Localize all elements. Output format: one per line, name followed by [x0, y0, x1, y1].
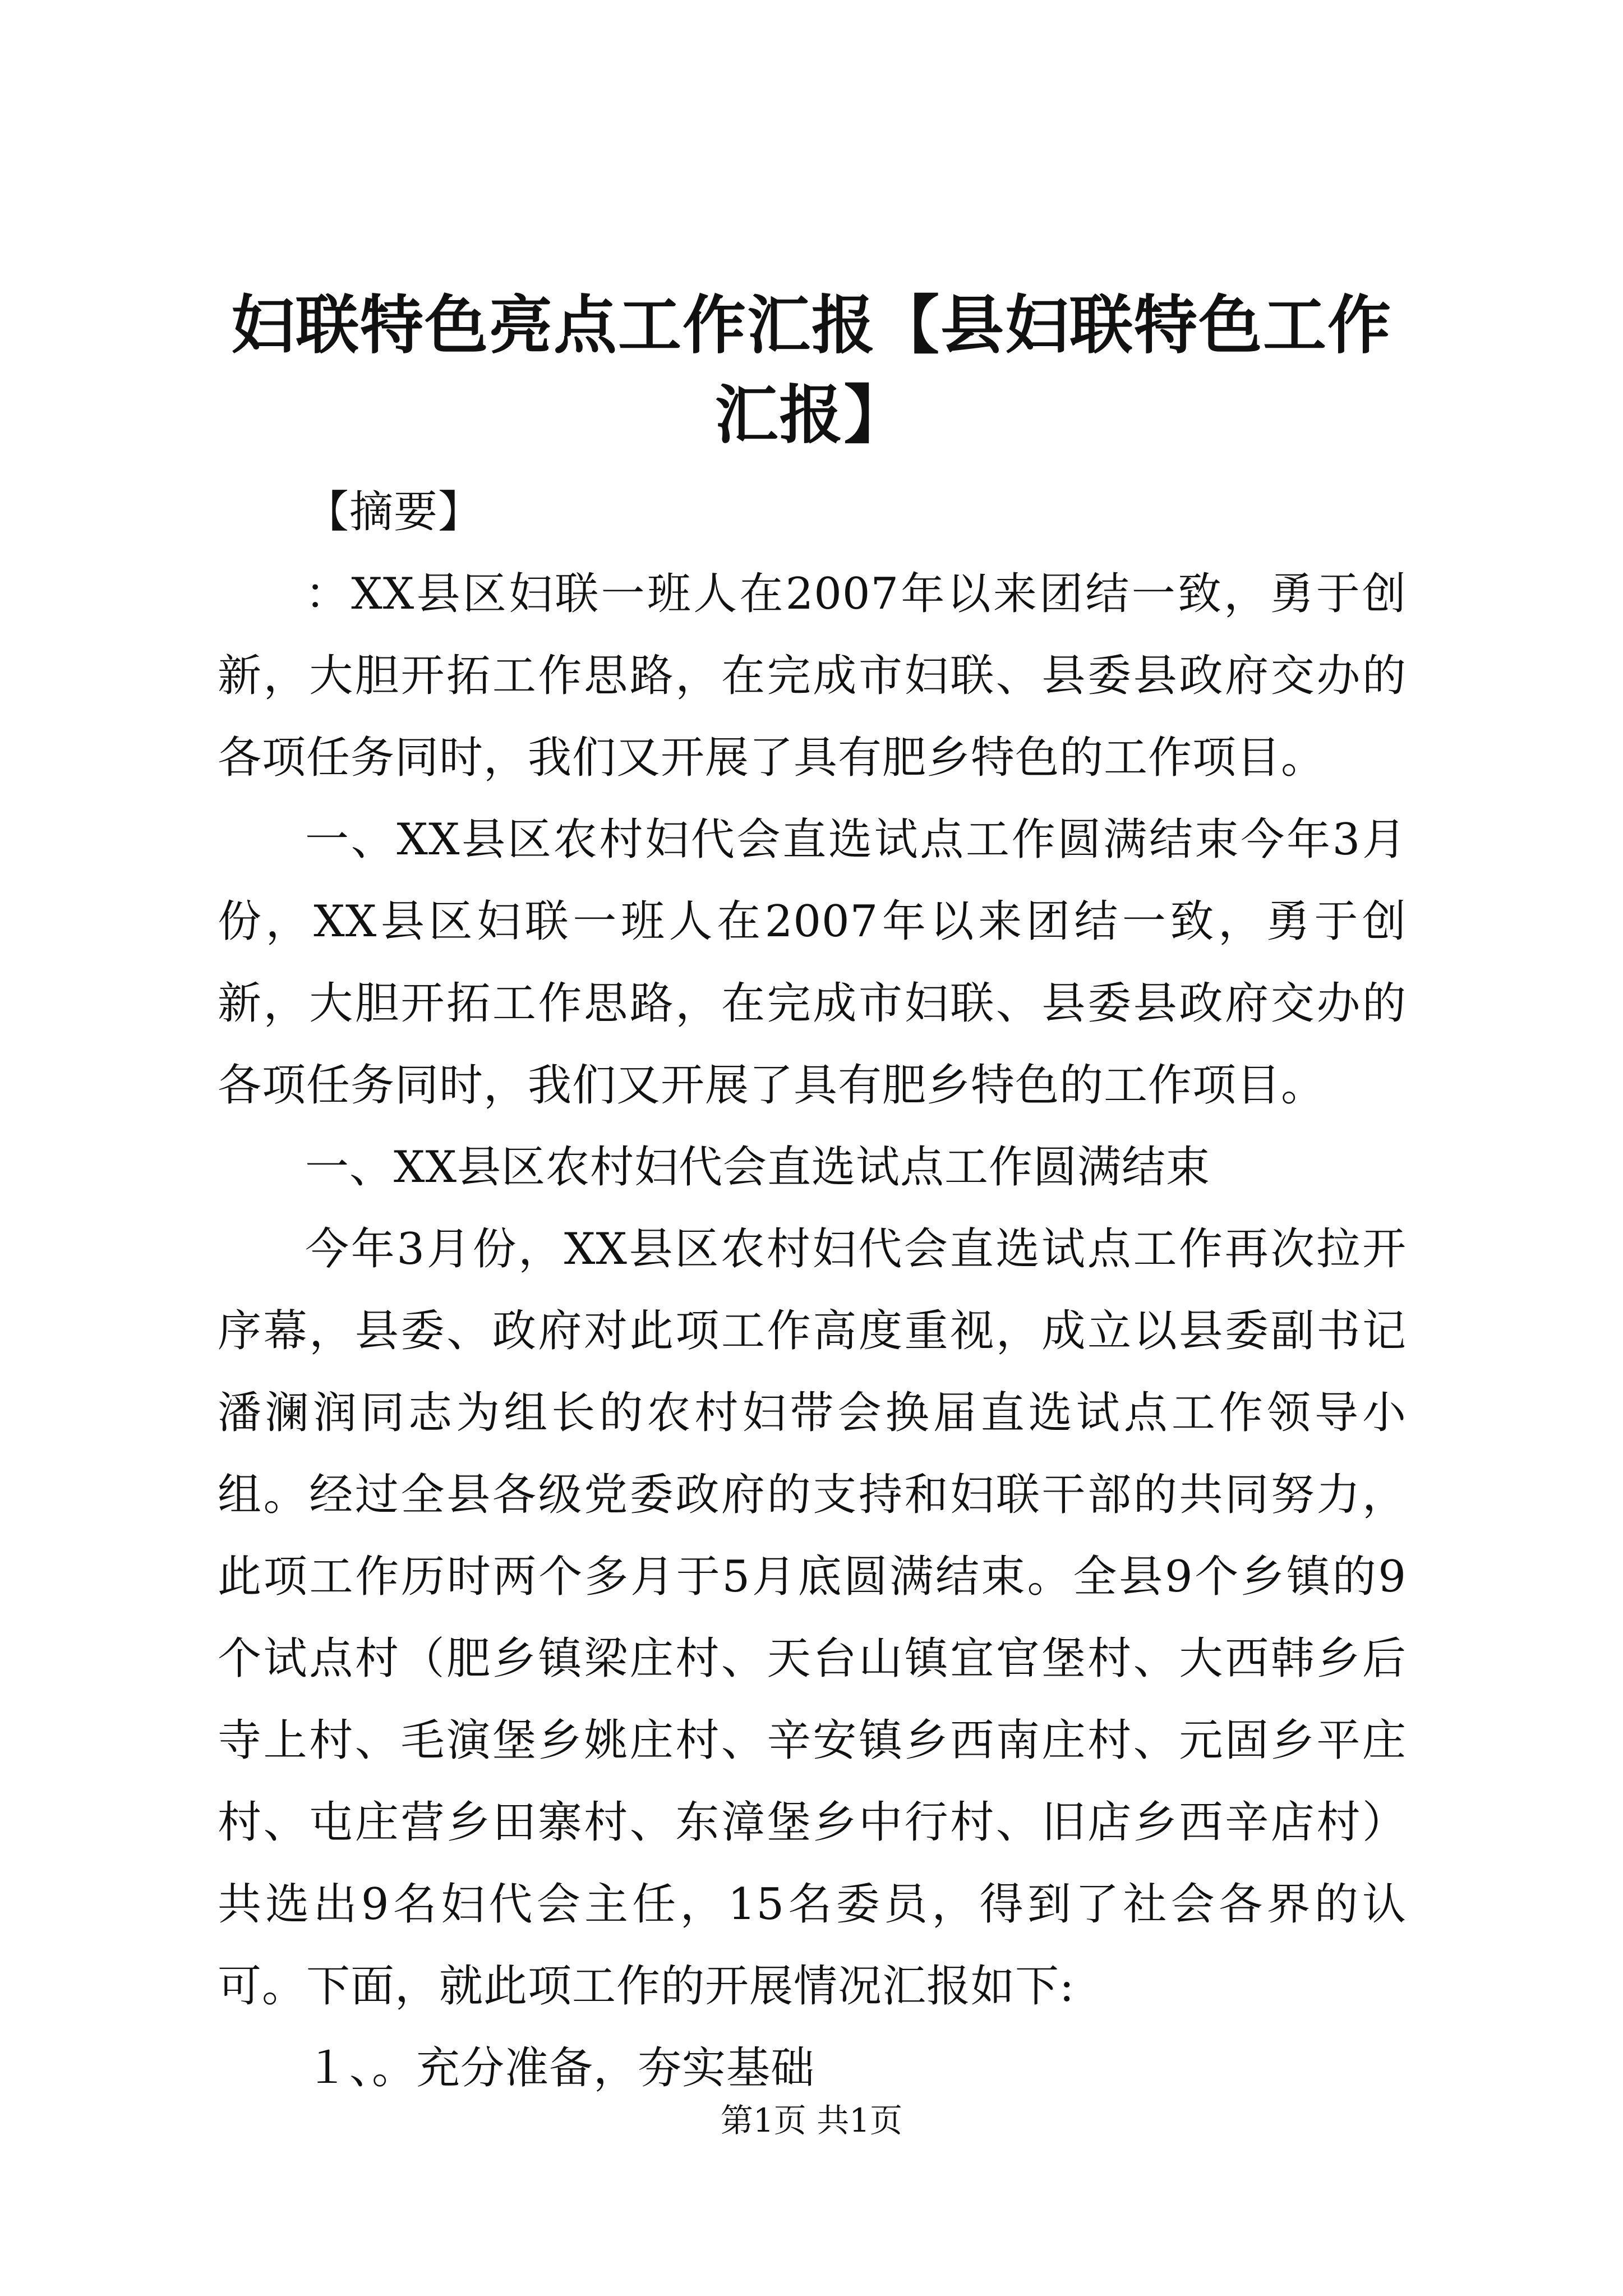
paragraph-abstract-label: 【摘要】 [305, 487, 483, 537]
paragraph-section-one-body: 今年3月份，XX县区农村妇代会直选试点工作再次拉开序幕，县委、政府对此项工作高度重视，成立以县委副书记潘澜润同志为组长的农村妇带会换届直选试点工作领导小组。经过全县各级党委政府的支持和妇联干部的共同努力，此项工作历时两个多月于5月底圆满结束。全县9个乡镇的9个试点村（肥乡镇梁庄村、天台山镇宜官堡村、大西韩乡后寺上村、毛演堡乡姚庄村、辛安镇乡西南庄村、元固乡平庄村、屯庄营乡田寨村、东漳堡乡中行村、旧店乡西辛店村）共选出9名妇代会主任，15名委员，得到了社会各界的认可。下面，就此项工作的开展情况汇报如下: [218, 1224, 1407, 2012]
paragraph-section-one-intro: 一、XX县区农村妇代会直选试点工作圆满结束今年3月份，XX县区妇联一班人在2007年以来团结一致，勇于创新，大胆开拓工作思路，在完成市妇联、县委县政府交办的各项任务同时，我们又开展了具有肥乡特色的工作项目。 [218, 815, 1407, 1111]
document-body [218, 471, 1407, 2109]
subsection-heading: １、。充分准备，夯实基础 [305, 2043, 815, 2093]
section-one-heading: 一、XX县区农村妇代会直选试点工作圆满结束 [305, 1142, 1211, 1193]
paragraph-abstract: ：XX县区妇联一班人在2007年以来团结一致，勇于创新，大胆开拓工作思路，在完成市妇联、县委县政府交办的各项任务同时，我们又开展了具有肥乡特色的工作项目。 [218, 569, 1407, 783]
document-title: 妇联特色亮点工作汇报【县妇联特色工作汇报】 [231, 288, 1392, 452]
page-footer: 第1页 共1页 [720, 2101, 903, 2139]
